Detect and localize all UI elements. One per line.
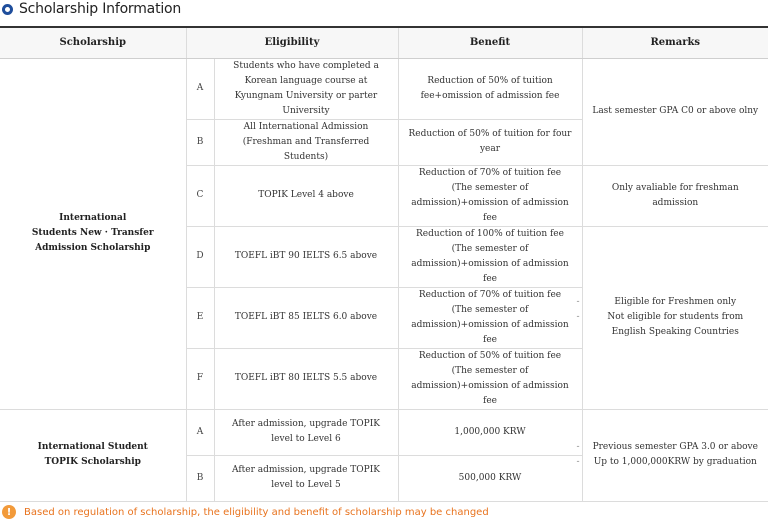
benefit-cell: Reduction of 70% of tuition fee (The semester of admission)+omission of admission fee [398, 287, 582, 348]
table-row [0, 409, 768, 455]
remarks-cell: Last semester GPA C0 or above olny [582, 58, 768, 165]
remarks-list [591, 440, 761, 470]
notice-text: Based on regulation of scholarship, the eligibility and benefit of scholarship may be changed [24, 506, 489, 518]
remarks-cell [582, 226, 768, 409]
row-code: D [186, 226, 214, 287]
row-code: B [186, 455, 214, 501]
section-heading [0, 0, 181, 18]
row-code: E [186, 287, 214, 348]
benefit-cell: 1,000,000 KRW [398, 409, 582, 455]
table-row [0, 58, 768, 119]
scholarship-table [0, 26, 768, 502]
remark-item: - Up to 1,000,000KRW by graduation [591, 455, 761, 470]
benefit-cell: Reduction of 50% of tuition fee (The semester of admission)+omission of admission fee [398, 348, 582, 409]
column-header-eligibility: Eligibility [186, 27, 398, 58]
row-code: A [186, 409, 214, 455]
column-header-benefit: Benefit [398, 27, 582, 58]
page-title: Scholarship Information [19, 1, 182, 17]
row-code: B [186, 119, 214, 165]
remark-item: - Not eligible for students from English Speaking Countries [591, 310, 761, 340]
row-code: A [186, 58, 214, 119]
eligibility-cell: After admission, upgrade TOPIK level to Level 5 [214, 455, 398, 501]
remarks-list [591, 295, 761, 340]
row-code: C [186, 165, 214, 226]
column-header-scholarship: Scholarship [0, 27, 186, 58]
benefit-cell: Reduction of 50% of tuition for four year [398, 119, 582, 165]
benefit-cell: Reduction of 100% of tuition fee (The semester of admission)+omission of admission fee [398, 226, 582, 287]
eligibility-cell: TOEFL iBT 85 IELTS 6.0 above [214, 287, 398, 348]
eligibility-cell: All International Admission (Freshman and Transferred Students) [214, 119, 398, 165]
remarks-cell [582, 409, 768, 501]
benefit-cell: 500,000 KRW [398, 455, 582, 501]
scholarship-name: International Students New · Transfer Admission Scholarship [0, 58, 186, 409]
heading-bullet-icon [2, 4, 13, 15]
notice [2, 504, 489, 520]
remarks-cell: Only avaliable for freshman admission [582, 165, 768, 226]
benefit-cell: Reduction of 70% of tuition fee (The semester of admission)+omission of admission fee [398, 165, 582, 226]
exclamation-icon: ! [2, 505, 16, 519]
remark-item: - Eligible for Freshmen only [591, 295, 761, 310]
row-code: F [186, 348, 214, 409]
benefit-cell: Reduction of 50% of tuition fee+omission of admission fee [398, 58, 582, 119]
eligibility-cell: After admission, upgrade TOPIK level to Level 6 [214, 409, 398, 455]
eligibility-cell: Students who have completed a Korean language course at Kyungnam University or parter University [214, 58, 398, 119]
remark-item: - Previous semester GPA 3.0 or above [591, 440, 761, 455]
eligibility-cell: TOEFL iBT 90 IELTS 6.5 above [214, 226, 398, 287]
scholarship-name: International Student TOPIK Scholarship [0, 409, 186, 501]
eligibility-cell: TOPIK Level 4 above [214, 165, 398, 226]
column-header-remarks: Remarks [582, 27, 768, 58]
table-header-row [0, 27, 768, 58]
eligibility-cell: TOEFL iBT 80 IELTS 5.5 above [214, 348, 398, 409]
